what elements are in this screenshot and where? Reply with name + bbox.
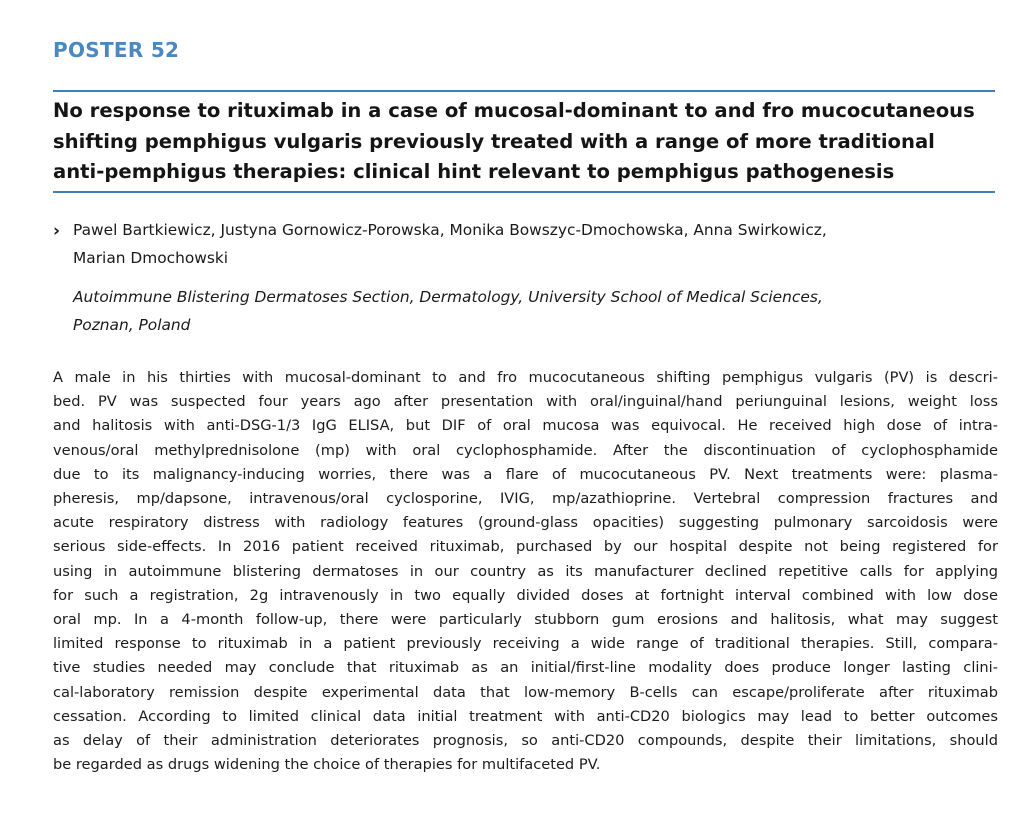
abstract-line: tive studies needed may conclude that rituximab as an initial/first-line modality does produce longer lasting clini- [53, 659, 998, 677]
abstract-line: acute respiratory distress with radiology features (ground-glass opacities) suggesting pulmonary sarcoidosis were [53, 514, 998, 532]
abstract-line: oral mp. In a 4-month follow-up, there were particularly stubborn gum erosions and halitosis, what may suggest [53, 611, 998, 629]
abstract-line: bed. PV was suspected four years ago after presentation with oral/inguinal/hand periunguinal lesions, weight loss [53, 393, 998, 411]
poster-label: POSTER 52 [53, 38, 180, 62]
abstract-line: limited response to rituximab in a patient previously receiving a wide range of traditional therapies. Still, compara- [53, 635, 998, 653]
abstract-line: as delay of their administration deteriorates prognosis, so anti-CD20 compounds, despite their limitations, should [53, 732, 998, 750]
abstract-line: be regarded as drugs widening the choice of therapies for multifaceted PV. [53, 756, 601, 774]
title-line: shifting pemphigus vulgaris previously treated with a range of more traditional [53, 129, 935, 153]
affiliation-line: Autoimmune Blistering Dermatoses Section, Dermatology, University School of Medical Sciences, [73, 288, 823, 306]
author-line: Marian Dmochowski [73, 249, 229, 267]
abstract-line: for such a registration, 2g intravenously in two equally divided doses at fortnight interval combined with low dose [53, 586, 998, 604]
abstract-line: cal-laboratory remission despite experimental data that low-memory B-cells can escape/proliferate after rituximab [53, 683, 998, 701]
abstract-line: using in autoimmune blistering dermatoses in our country as its manufacturer declined repetitive calls for applying [53, 562, 998, 580]
affiliation-line: Poznan, Poland [73, 316, 191, 334]
abstract-body [53, 366, 998, 777]
title-bottom-rule [53, 191, 995, 193]
abstract-line: A male in his thirties with mucosal-dominant to and fro mucocutaneous shifting pemphigus vulgaris (PV) is descri- [53, 369, 998, 386]
paper-title [53, 96, 993, 188]
title-top-rule [53, 90, 995, 92]
abstract-line: serious side-effects. In 2016 patient received rituximab, purchased by our hospital despite not being registered for [53, 538, 998, 556]
abstract-line: pheresis, mp/dapsone, intravenous/oral cyclosporine, IVIG, mp/azathioprine. Vertebral compression fractures and [53, 490, 998, 508]
abstract-line: due to its malignancy-inducing worries, there was a flare of mucocutaneous PV. Next treatments were: plasma- [53, 465, 998, 483]
title-line: anti-pemphigus therapies: clinical hint relevant to pemphigus pathogenesis [53, 160, 895, 183]
affiliation [73, 283, 973, 339]
author-list [73, 216, 973, 272]
chevron-right-icon: › [53, 221, 61, 241]
abstract-line: venous/oral methylprednisolone (mp) with oral cyclophosphamide. After the discontinuation of cyclophosphamide [53, 441, 998, 459]
author-line: Pawel Bartkiewicz, Justyna Gornowicz-Porowska, Monika Bowszyc-Dmochowska, Anna Swirkowicz, [73, 221, 827, 239]
title-line: No response to rituximab in a case of mucosal-dominant to and fro mucocutaneous [53, 99, 975, 122]
abstract-line: and halitosis with anti-DSG-1/3 IgG ELISA, but DIF of oral mucosa was equivocal. He received high dose of intra- [53, 417, 998, 435]
abstract-line: cessation. According to limited clinical data initial treatment with anti-CD20 biologics may lead to better outcomes [53, 707, 998, 725]
